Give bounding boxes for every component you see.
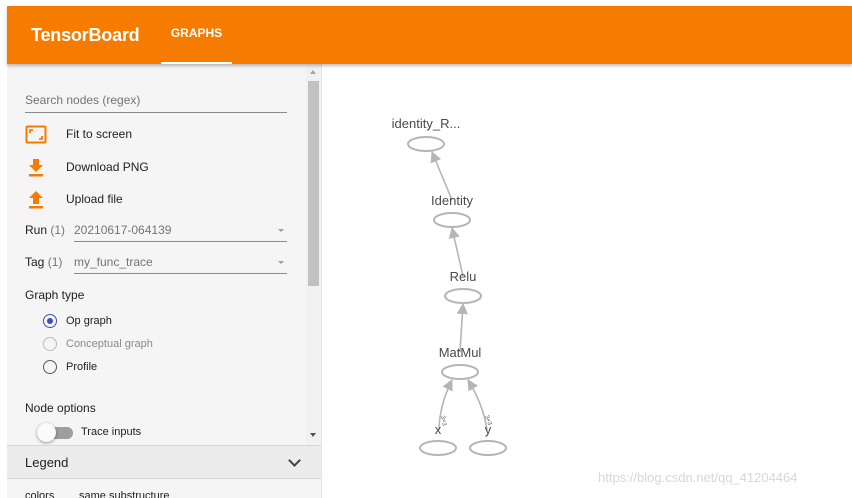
node-label: Identity <box>431 193 473 208</box>
download-png-label: Download PNG <box>66 160 149 174</box>
op-node-ellipse <box>420 441 456 455</box>
node-label: Relu <box>449 269 477 284</box>
radio-checked-icon <box>43 314 57 328</box>
fit-to-screen-button[interactable] <box>25 124 285 146</box>
radio-unchecked-icon <box>43 360 57 374</box>
scrollbar-thumb[interactable] <box>308 81 319 286</box>
graph-node-x[interactable] <box>420 422 456 455</box>
op-node-ellipse <box>434 213 470 227</box>
upload-icon <box>25 189 47 211</box>
node-label: y <box>484 422 492 437</box>
search-placeholder: Search nodes (regex) <box>25 93 141 107</box>
search-input[interactable] <box>25 90 287 113</box>
download-icon <box>25 157 47 179</box>
node-label: x <box>434 422 442 437</box>
graph-node-y[interactable] <box>470 422 506 455</box>
radio-profile[interactable] <box>43 360 243 376</box>
graph-svg <box>322 64 852 498</box>
tag-selector <box>25 252 287 276</box>
edge-shape-label: 3×3 <box>483 414 493 427</box>
radio-profile-label: Profile <box>66 361 98 373</box>
watermark-text: https://blog.csdn.net/qq_41204464 <box>598 470 798 485</box>
radio-unchecked-icon <box>43 337 57 351</box>
app-title: TensorBoard <box>31 25 140 45</box>
caret-down-icon <box>278 261 284 264</box>
op-node-ellipse <box>445 289 481 303</box>
trace-inputs-toggle[interactable] <box>37 423 187 443</box>
run-label: Run (1) <box>25 223 66 237</box>
graph-type-title: Graph type <box>25 288 85 302</box>
upload-file-label: Upload file <box>66 192 123 206</box>
node-options-title: Node options <box>25 401 96 415</box>
caret-down-icon <box>278 229 284 232</box>
op-node-ellipse <box>408 137 444 151</box>
tab-graphs-label: GRAPHS <box>170 26 223 40</box>
legend-header[interactable] <box>7 445 321 479</box>
tab-graphs[interactable] <box>161 6 232 64</box>
legend-title: Legend <box>25 455 69 470</box>
scroll-up-arrow-icon[interactable] <box>310 70 316 74</box>
run-selector <box>25 220 287 244</box>
chevron-down-icon <box>288 454 301 467</box>
fit-to-screen-label: Fit to screen <box>66 127 133 141</box>
legend-colors-label: colors <box>25 490 55 498</box>
sidebar-controls <box>7 64 307 445</box>
graph-node-relu[interactable] <box>445 269 481 303</box>
download-png-button[interactable] <box>25 157 285 179</box>
graph-node-identity[interactable] <box>431 193 473 227</box>
op-node-ellipse <box>470 441 506 455</box>
upload-file-button[interactable] <box>25 189 285 211</box>
run-dropdown[interactable] <box>74 220 287 242</box>
radio-op-graph-label: Op graph <box>66 315 112 327</box>
tag-label: Tag (1) <box>25 255 63 269</box>
radio-op-graph[interactable] <box>43 314 243 330</box>
radio-conceptual-graph-label: Conceptual graph <box>66 338 153 350</box>
sidebar <box>7 64 322 498</box>
edge-shape-label: 3×3 <box>439 415 447 427</box>
node-label: identity_R... <box>391 116 461 131</box>
graph-node-matmul[interactable] <box>439 345 482 379</box>
op-node-ellipse <box>442 365 478 379</box>
toggle-knob <box>37 423 56 442</box>
graph-canvas[interactable] <box>322 64 852 498</box>
legend-substructure-label: same substructure <box>79 490 170 498</box>
top-app-bar <box>7 6 852 64</box>
sidebar-scrollbar[interactable] <box>306 64 321 445</box>
tag-value: my_func_trace <box>74 255 153 269</box>
node-label: MatMul <box>438 345 482 360</box>
scroll-down-arrow-icon[interactable] <box>310 433 316 437</box>
fit-to-screen-icon <box>25 124 47 146</box>
graph-node-identity_r[interactable] <box>392 116 461 151</box>
tag-dropdown[interactable] <box>74 252 287 274</box>
tab-active-indicator <box>161 62 232 64</box>
radio-conceptual-graph[interactable] <box>43 337 243 353</box>
run-value: 20210617-064139 <box>74 223 172 237</box>
trace-inputs-label: Trace inputs <box>81 426 142 438</box>
